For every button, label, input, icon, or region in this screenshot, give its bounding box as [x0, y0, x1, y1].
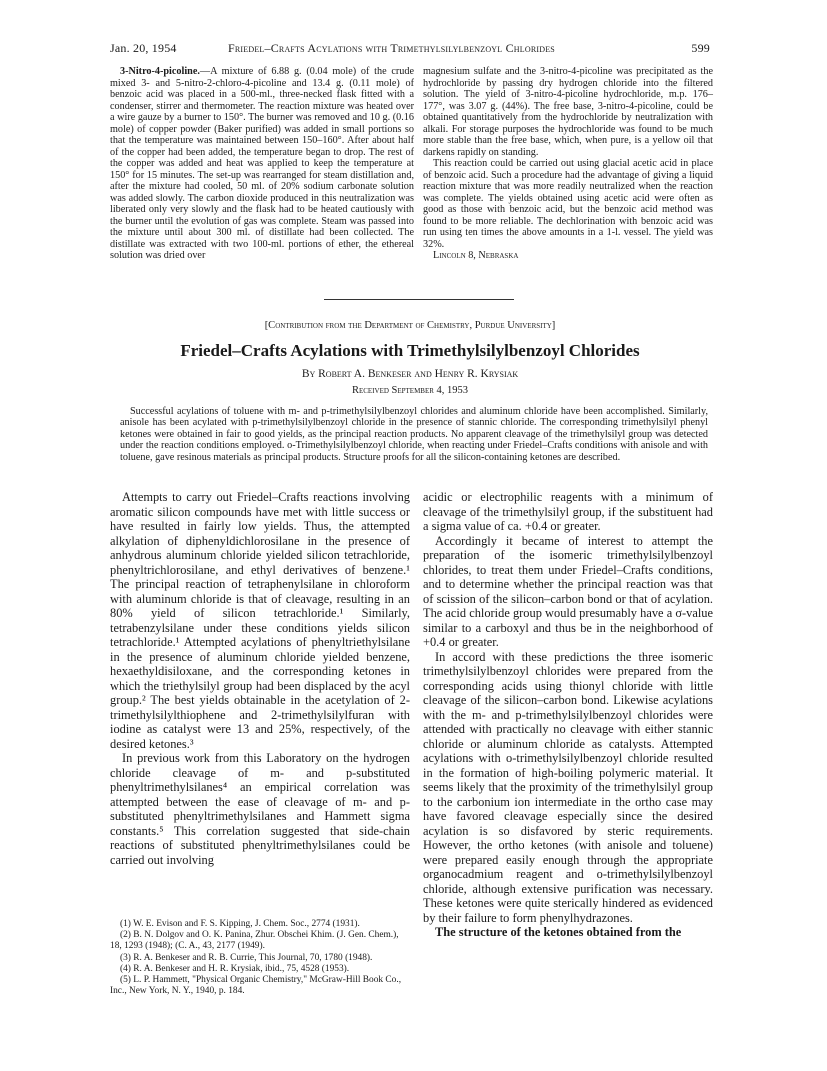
footnote: (3) R. A. Benkeser and R. B. Currie, This Journal, 70, 1780 (1948). [120, 952, 373, 963]
paragraph: magnesium sulfate and the 3-nitro-4-picoline was precipitated as the hydrochloride by passing dry hydrogen chloride into the filtered solution. The yield of 3-nitro-4-picoline hydrochloride, m.p. 176–177°, was 3.07 g. (44%). The free base, 3-nitro-4-picoline, could be obtained quantitatively from the hydrochloride by neutralization with alkali. For storage purposes the hydrochloride was found to be much more stable than the free base, which, when pure, is a yellow oil that darkens rapidly on standing. [423, 66, 713, 158]
previous-article-right-column [423, 66, 713, 262]
body-right-column [423, 490, 713, 940]
paragraph: Attempts to carry out Friedel–Crafts reactions involving aromatic silicon compounds have met with little success or have resulted in fairly low yields. Thus, the attempted alkylation of diphenyldichlorosilane in the presence of anhydrous aluminum chloride yielded silicon tetrachloride, phenyltrichlorosilane, and ethyl derivatives of benzene.¹ The principal reaction of tetraphenylsilane in chloroform with aluminum chloride is that of cleavage, resulting in an 80% yield of silicon tetrachloride.¹ Similarly, tetrabenzylsilane under these conditions yields silicon tetrachloride.¹ Attempted acylations of phenyltriethylsilane in the presence of aluminum chloride yielded benzene, hexaethyldisiloxane, and the corresponding ketones in which the triethylsilyl group had been displaced by the acyl group.² The best yields obtainable in the acetylation of 2-trimethylsilylthiophene and 2-trimethylsilylfuran with iodine as catalyst were 13 and 25%, respectively, of the desired ketones.³ [110, 490, 410, 751]
footnote: (1) W. E. Evison and F. S. Kipping, J. Chem. Soc., 2774 (1931). [120, 919, 360, 929]
footnote: (5) L. P. Hammett, "Physical Organic Chemistry," McGraw-Hill Book Co., Inc., New York, N. Y., 1940, p. 184. [110, 975, 402, 997]
abstract [120, 406, 708, 463]
paragraph: Accordingly it became of interest to attempt the preparation of the isomeric trimethylsilylbenzoyl chlorides, to treat them under Friedel–Crafts conditions, and to determine whether the principal reaction was that of scission of the silicon–carbon bond or that of acylation. The acid chloride group would presumably have a σ-value similar to a carboxyl and thus be in the neighborhood of +0.4 or greater. [423, 533, 713, 649]
section-heading: 3-Nitro-4-picoline. [120, 66, 200, 77]
contribution-line: [Contribution from the Department of Chemistry, Purdue University] [264, 320, 556, 331]
previous-article-left-column [110, 66, 414, 262]
abstract-text: Successful acylations of toluene with m- and p-trimethylsilylbenzoyl chlorides and aluminum chloride have been accomplished. Similarly, anisole has been acylated with p-trimethylsilylbenzoyl chloride in the presence of stannic chloride. The corresponding trimethylsilyl phenyl ketones were obtained in fair to good yields, as the principal reaction products. No apparent cleavage of the trimethylsilyl group was detected under the reaction conditions employed. o-Trimethylsilylbenzoyl chloride, when reacting under Friedel–Crafts conditions with anisole and with toluene, gave resinous materials as principal products. Structure proofs for all the silicon-containing ketones are described. [120, 406, 708, 463]
header-running-title: Friedel–Crafts Acylations with Trimethylsilylbenzoyl Chlorides [228, 41, 555, 55]
header-page-number: 599 [691, 41, 710, 55]
paragraph: In accord with these predictions the three isomeric trimethylsilylbenzoyl chlorides were prepared from the corresponding acids using thionyl chloride with little cleavage of the silicon–carbon bond. Likewise acylations with the m- and p-trimethylsilylbenzoyl chlorides were attended with practically no cleavage with either stannic chloride or aluminum chloride as catalysts. Attempted acylations with o-trimethylsilylbenzoyl chloride resulted in the formation of high-boiling polymeric material. It seems likely that the proximity of the trimethylsilyl group to the carbonium ion intermediate in the ortho case may have favored cleavage especially since the desired acylation is so disfavored by steric requirements. However, the ortho ketones (with anisole and toluene) were prepared easily enough through the appropriate organocadmium reagent and o-trimethylsilylbenzoyl chloride, although extensive purification was necessary. These ketones were quite sterically hindered as evidenced by their failure to form phenylhydrazones. [423, 649, 713, 925]
author-location: Lincoln 8, Nebraska [433, 250, 519, 261]
header-date: Jan. 20, 1954 [110, 41, 177, 55]
paragraph: This reaction could be carried out using glacial acetic acid in place of benzoic acid. Such a procedure had the advantage of giving a liquid reaction mixture that was more readily neutralized when the reaction was complete. The yields obtained using acetic acid were often as good as those with benzoic acid, but the benzoic acid method was found to be more reliable. The dechlorination with benzoic acid was run using ten times the above amounts in a 1-l. vessel. The yield was 32%. [423, 158, 713, 250]
byline: By Robert A. Benkeser and Henry R. Krysiak [301, 368, 519, 380]
footnotes [110, 919, 410, 997]
paragraph: In previous work from this Laboratory on the hydrogen chloride cleavage of m- and p-substituted phenyltrimethylsilanes⁴ an empirical correlation was attempted between the ease of cleavage of m- and p-substituted phenyltrimethylsilanes and Hammett sigma constants.⁵ This correlation suggested that side-chain reactions of substituted phenyltrimethylsilanes could be carried out involving [110, 751, 410, 867]
footnote: (2) B. N. Dolgov and O. K. Panina, Zhur. Obschei Khim. (J. Gen. Chem.), 18, 1293 (1948); (C. A., 43, 2177 (1949). [110, 930, 399, 952]
paragraph: acidic or electrophilic reagents with a minimum of cleavage of the trimethylsilyl group, if the substituent had a sigma value of ca. +0.4 or greater. [423, 490, 713, 533]
article-title: Friedel–Crafts Acylations with Trimethylsilylbenzoyl Chlorides [180, 341, 640, 360]
body-left-column [110, 490, 410, 867]
received-date: Received September 4, 1953 [351, 385, 469, 396]
paragraph: The structure of the ketones obtained from the [435, 925, 682, 939]
section-divider [324, 299, 514, 300]
footnote: (4) R. A. Benkeser and H. R. Krysiak, ibid., 75, 4528 (1953). [120, 963, 350, 974]
section-text: —A mixture of 6.88 g. (0.04 mole) of the crude mixed 3- and 5-nitro-2-chloro-4-picoline and 13.4 g. (0.11 mole) of benzoic acid was placed in a 500-ml., three-necked flask fitted with a condenser, stirrer and thermometer. The reaction mixture was heated over a wire gauze by a burner to 150°. The burner was removed and 10 g. (0.16 mole) of copper powder (Baker purified) was added in small portions so that the temperature was maintained between 150–160°. After about half of the copper had been added, the temperature began to drop. The rest of the copper was added and heat was applied to keep the temperature at 150° for 15 minutes. The set-up was rearranged for steam distillation and, after the mixture had cooled, 50 ml. of 20% sodium carbonate solution was added slowly. The carbon dioxide produced in this neutralization was liberated only very slowly and the flask had to be heated cautiously with the burner until the evolution of gas was complete. Steam was passed into the mixture until about 300 ml. of distillate had been collected. The distillate was extracted with two 100-ml. portions of ether, the ethereal solution was dried over [110, 66, 414, 261]
running-header [110, 41, 710, 59]
